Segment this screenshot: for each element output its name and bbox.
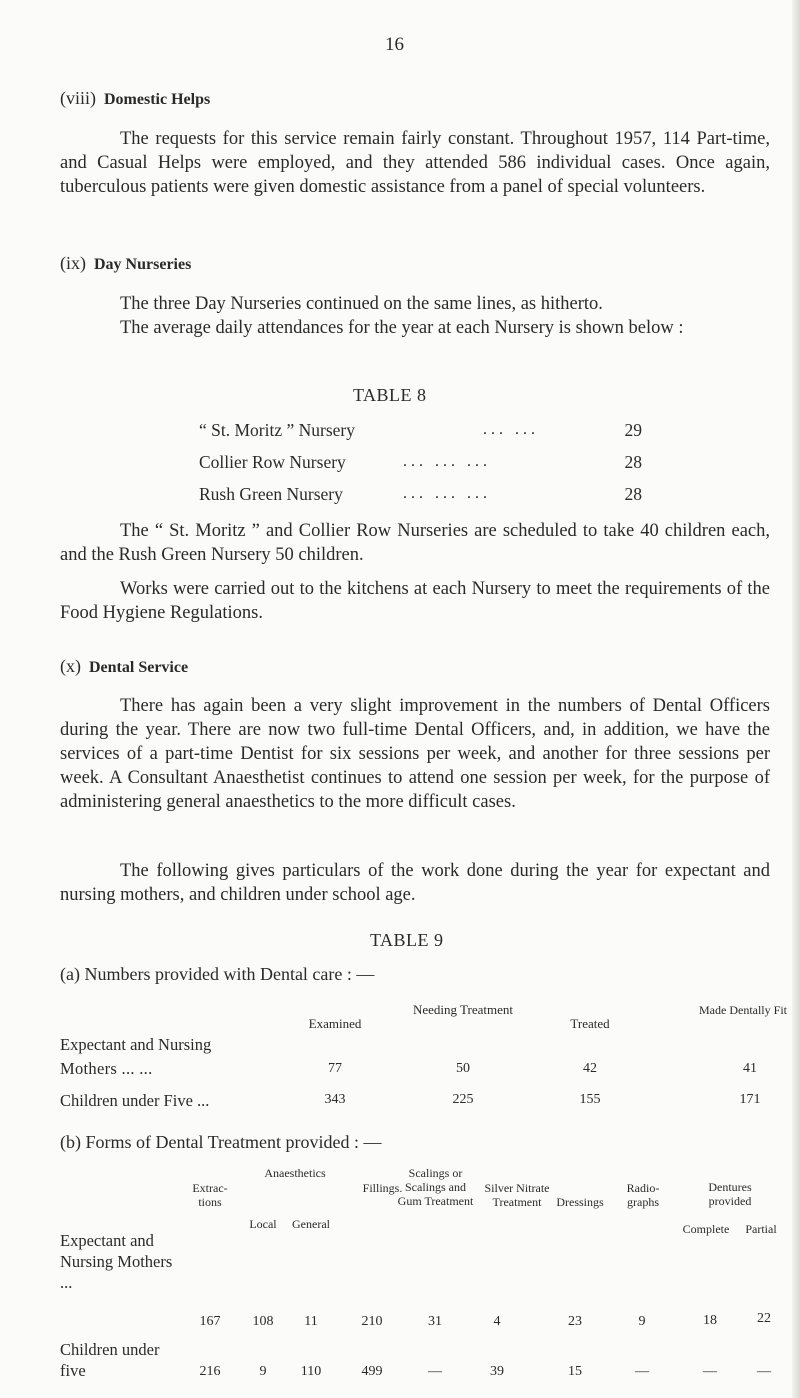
leader-dots: ... ... <box>483 421 539 438</box>
column-header-treated: Treated <box>570 1016 610 1031</box>
table-8-caption: TABLE 8 <box>353 385 427 405</box>
attendance-value: 29 <box>624 420 642 440</box>
row-label: Children under Five ... <box>60 1091 210 1110</box>
paragraph-nurseries-1: The three Day Nurseries continued on the same lines, as hitherto. <box>120 294 603 314</box>
column-header-extractions: Extrac- tions <box>192 1181 228 1209</box>
section-heading-dental-service <box>60 656 188 677</box>
value-needing-treatment: 225 <box>452 1092 474 1107</box>
value-radiographs: — <box>635 1364 649 1379</box>
column-header-partial: Partial <box>745 1222 777 1236</box>
value-scalings: 31 <box>428 1314 442 1329</box>
page-number: 16 <box>385 34 404 55</box>
column-header-complete: Complete <box>682 1222 730 1236</box>
section-heading-day-nurseries <box>60 253 191 274</box>
paragraph-nurseries-4: Works were carried out to the kitchens at each Nursery to meet the requirements of the Food Hygiene Regulations. <box>60 579 770 623</box>
table-9a-label: (a) Numbers provided with Dental care : — <box>60 964 375 984</box>
section-number: (x) <box>60 656 81 676</box>
nursery-name: “ St. Moritz ” Nursery <box>199 420 356 440</box>
attendance-value: 28 <box>624 484 642 504</box>
value-extractions: 216 <box>199 1364 221 1379</box>
section-heading-domestic-helps <box>60 88 210 109</box>
value-examined: 77 <box>328 1061 342 1076</box>
table-9-caption: TABLE 9 <box>370 930 444 950</box>
row-label: Mothers ... ... <box>60 1059 153 1078</box>
column-header-radiographs: Radio- graphs <box>626 1181 660 1209</box>
page-edge-shadow <box>792 0 800 1398</box>
value-partial: — <box>757 1364 771 1379</box>
column-header-examined: Examined <box>308 1016 362 1031</box>
row-label: Expectant and Nursing <box>60 1035 212 1054</box>
value-local: 108 <box>252 1314 274 1329</box>
row-label: Expectant and Nursing Mothers ... <box>60 1231 173 1292</box>
value-examined: 343 <box>324 1092 346 1107</box>
value-needing-treatment: 50 <box>456 1061 470 1076</box>
value-general: 110 <box>300 1364 322 1379</box>
paragraph-nurseries-2: The average daily attendances for the year at each Nursery is shown below : <box>120 318 684 338</box>
column-header-dressings: Dressings <box>556 1195 604 1209</box>
paragraph-nurseries-3: The “ St. Moritz ” and Collier Row Nurseries are scheduled to take 40 children each, and the Rush Green Nursery 50 children. <box>60 521 770 565</box>
column-header-scalings: Scalings or Scalings and Gum Treatment <box>397 1166 474 1208</box>
value-treated: 155 <box>579 1092 601 1107</box>
column-header-made-dentally-fit: Made Dentally Fit <box>699 1003 787 1017</box>
leader-dots: ... ... ... <box>403 485 491 502</box>
value-silver-nitrate: 39 <box>490 1364 504 1379</box>
paragraph-domestic-helps: The requests for this service remain fairly constant. Throughout 1957, 114 Part-time, and Casual Helps were employed, and they attended 586 individual cases. Once again, tuberculous patients were given domestic assistance from a panel of special volunteers. <box>60 129 770 197</box>
section-number: (ix) <box>60 253 86 273</box>
value-fillings: 210 <box>361 1314 383 1329</box>
column-header-local: Local <box>249 1217 277 1231</box>
value-complete: 18 <box>703 1313 717 1328</box>
value-silver-nitrate: 4 <box>493 1314 501 1329</box>
table-9b-label: (b) Forms of Dental Treatment provided : — <box>60 1132 382 1152</box>
row-label: Children under five <box>60 1340 160 1380</box>
column-header-anaesthetics: Anaesthetics <box>264 1166 326 1180</box>
value-made-dentally-fit: 41 <box>743 1061 757 1076</box>
section-title: Domestic Helps <box>104 91 211 108</box>
value-complete: — <box>703 1364 717 1379</box>
leader-dots: ... ... ... <box>403 453 491 470</box>
column-header-dentures: Dentures provided <box>708 1180 752 1208</box>
section-title: Dental Service <box>89 659 189 676</box>
column-header-general: General <box>292 1217 330 1231</box>
column-header-needing-treatment: Needing Treatment <box>413 1002 514 1017</box>
paragraph-dental-2: The following gives particulars of the work done during the year for expectant and nursing mothers, and children under school age. <box>60 861 770 905</box>
nursery-name: Rush Green Nursery <box>199 484 343 504</box>
value-extractions: 167 <box>199 1314 221 1329</box>
attendance-value: 28 <box>624 452 642 472</box>
value-general: 11 <box>304 1314 318 1329</box>
value-dressings: 23 <box>568 1314 582 1329</box>
paragraph-dental-1: There has again been a very slight improvement in the numbers of Dental Officers during the year. There are now two full-time Dental Officers, and, in addition, we have the services of a part-time Dentist for six sessions per week, and another for three sessions per week. A Consultant Anaesthetist continues to attend one session per week, for the purpose of administering general anaesthetics to the more difficult cases. <box>60 696 770 812</box>
nursery-name: Collier Row Nursery <box>199 452 346 472</box>
column-header-fillings: Fillings. <box>362 1181 403 1195</box>
section-title: Day Nurseries <box>94 256 192 273</box>
value-partial: 22 <box>757 1311 771 1326</box>
value-scalings: — <box>428 1364 442 1379</box>
section-number: (viii) <box>60 88 96 108</box>
value-dressings: 15 <box>568 1364 582 1379</box>
value-radiographs: 9 <box>638 1314 646 1329</box>
value-treated: 42 <box>583 1061 597 1076</box>
value-local: 9 <box>259 1364 267 1379</box>
column-header-silver-nitrate: Silver Nitrate Treatment <box>484 1181 550 1209</box>
value-fillings: 499 <box>361 1364 383 1379</box>
value-made-dentally-fit: 171 <box>739 1092 761 1107</box>
